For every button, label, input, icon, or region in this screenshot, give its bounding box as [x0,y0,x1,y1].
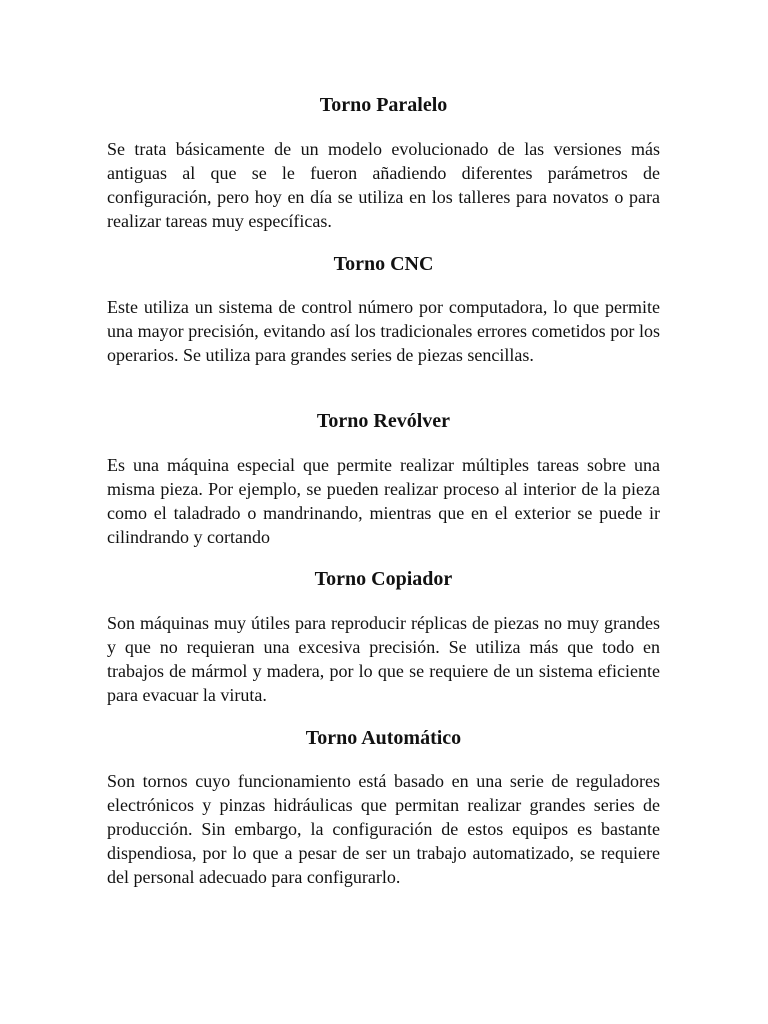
section-title-torno-revolver: Torno Revólver [316,410,451,432]
section-title-torno-automatico: Torno Automático [305,727,462,749]
section-title-torno-cnc: Torno CNC [333,253,434,275]
section-body-torno-cnc: Este utiliza un sistema de control número por computadora, lo que permite una mayor precisión, evitando así los tradicionales errores cometidos por los operarios. Se utiliza para grandes series de piezas sencillas. [107,297,660,365]
section-body-torno-copiador: Son máquinas muy útiles para reproducir réplicas de piezas no muy grandes y que no requieran una excesiva precisión. Se utiliza más que todo en trabajos de mármol y madera, por lo que se requiere de un sistema eficiente para evacuar la viruta. [107,613,660,705]
section-title-torno-paralelo: Torno Paralelo [319,94,448,116]
section-body-torno-paralelo: Se trata básicamente de un modelo evolucionado de las versiones más antiguas al que se le fueron añadiendo diferentes parámetros de configuración, pero hoy en día se utiliza en los talleres para novatos o para realizar tareas muy específicas. [107,139,660,231]
section-body-torno-automatico: Son tornos cuyo funcionamiento está basado en una serie de reguladores electrónicos y pinzas hidráulicas que permitan realizar grandes series de producción. Sin embargo, la configuración de estos equipos es bastante dispendiosa, por lo que a pesar de ser un trabajo automatizado, se requiere del personal adecuado para configurarlo. [107,771,660,887]
section-body-torno-revolver: Es una máquina especial que permite realizar múltiples tareas sobre una misma pieza. Por ejemplo, se pueden realizar proceso al interior de la pieza como el taladrado o mandrinando, mientras que en el exterior se puede ir cilindrando y cortando [107,455,660,547]
section-title-torno-copiador: Torno Copiador [314,568,453,590]
